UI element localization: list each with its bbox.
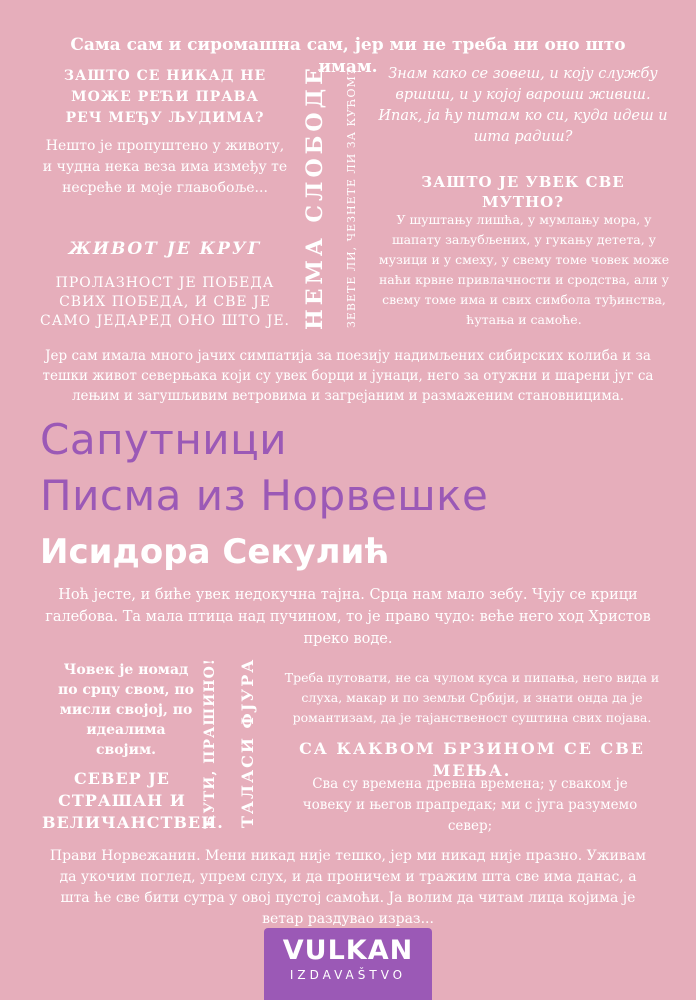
norwegian-quote: Прави Норвежанин. Мени никад није тешко, јер ми никад није празно. Уживам да укочим поглед, упрем слух, и да проничем и тражим шта све има данас, а шта ће све бити сутра у овој пустој самоћи. Ја волим да читам лица којима је ветар раздувао израз...: [49, 848, 647, 927]
publisher-name: VULKAN: [282, 935, 414, 966]
siberian-quote: Јер сам имала много јачих симпатија за поезију надимљених сибирских колиба и за тешки живот северњака који су увек борци и јунаци, него за отужни и шарени југ са лењим и загушљивим ветровима и загрејаним и размаженим становницима.: [42, 348, 654, 404]
question-heading-left: ЗАШТО СЕ НИКАД НЕ МОЖЕ РЕЋИ ПРАВА РЕЧ МЕЂУ ЉУДИМА?: [63, 68, 267, 126]
travel-quote: Треба путовати, не са чулом куса и пипања, него вида и слуха, макар и по земљи Србији, и знати онда да је романтизам, да је тајанственост суштина свих појава.: [284, 670, 660, 725]
north-terrible: СЕВЕР ЈЕ СТРАШАН И ВЕЛИЧАНСТВЕН.: [42, 769, 224, 832]
nomad-quote: Човек је номад по срцу свом, по мисли својој, по идеалима својим.: [57, 662, 195, 758]
vertical-silence-dust: ЋУТИ, ПРАШИНО!: [202, 658, 218, 828]
book-title-line1: Сапутници: [40, 415, 287, 464]
publisher-logo: [264, 928, 432, 1000]
top-quote: Сама сам и сиромашна сам, јер ми не треба ни оно што имам.: [70, 35, 626, 77]
quote-left-missed: Нешто је пропуштено у животу, и чудна нека веза има између те несреће и моје главобоље...: [42, 138, 288, 196]
vertical-no-freedom: НЕМА СЛОБОДЕ: [302, 64, 328, 330]
night-quote: Ноћ јесте, и биће увек недокучна тајна. Срца нам мало зебу. Чују се крици галебова. Та мала птица над пучином, то је право чудо: веће него ход Христов преко воде.: [45, 587, 651, 647]
rustle-quote: У шуштању лишћа, у мумлању мора, у шапату заљубљених, у гукању детета, у музици и у смеху, у свему томе човек може наћи крвне привлачности и сродства, али у свему томе има и свих симбола туђинства, ћутања и самоће.: [378, 212, 670, 327]
ancient-times-quote: Сва су времена древна времена; у сваком је човеку и његов прапредак; ми с југа разумемо север;: [302, 776, 638, 834]
publisher-subtitle: IZDAVAŠTVO: [289, 968, 407, 982]
always-muddy-heading: ЗАШТО ЈЕ УВЕК СВЕ МУТНО?: [421, 173, 625, 211]
book-title-line2: Писма из Норвешке: [40, 471, 489, 520]
transience-quote: ПРОЛАЗНОСТ ЈЕ ПОБЕДА СВИХ ПОБЕДА, И СВЕ ЈЕ САМО ЈЕДАРЕД ОНО ШТО ЈЕ.: [40, 275, 291, 329]
life-is-circle: ЖИВОТ ЈЕ КРУГ: [68, 239, 262, 259]
author-name: Исидора Секулић: [40, 532, 390, 572]
vertical-yawn-question: ЗЕВЕТЕ ЛИ, ЧЕЗНЕТЕ ЛИ ЗА КУЋОМ?: [345, 68, 358, 328]
speed-heading: СА КАКВОМ БРЗИНОМ СЕ СВЕ МЕЊА.: [299, 739, 645, 780]
quote-right-italic: Знам како се зовеш, и коју службу вршиш, и у којој вароши живиш. Ипак, ја ћу питам ко си, куда идеш и шта радиш?: [378, 66, 668, 145]
vertical-waves-fjord: ТАЛАСИ ФЈУРА: [238, 657, 257, 828]
